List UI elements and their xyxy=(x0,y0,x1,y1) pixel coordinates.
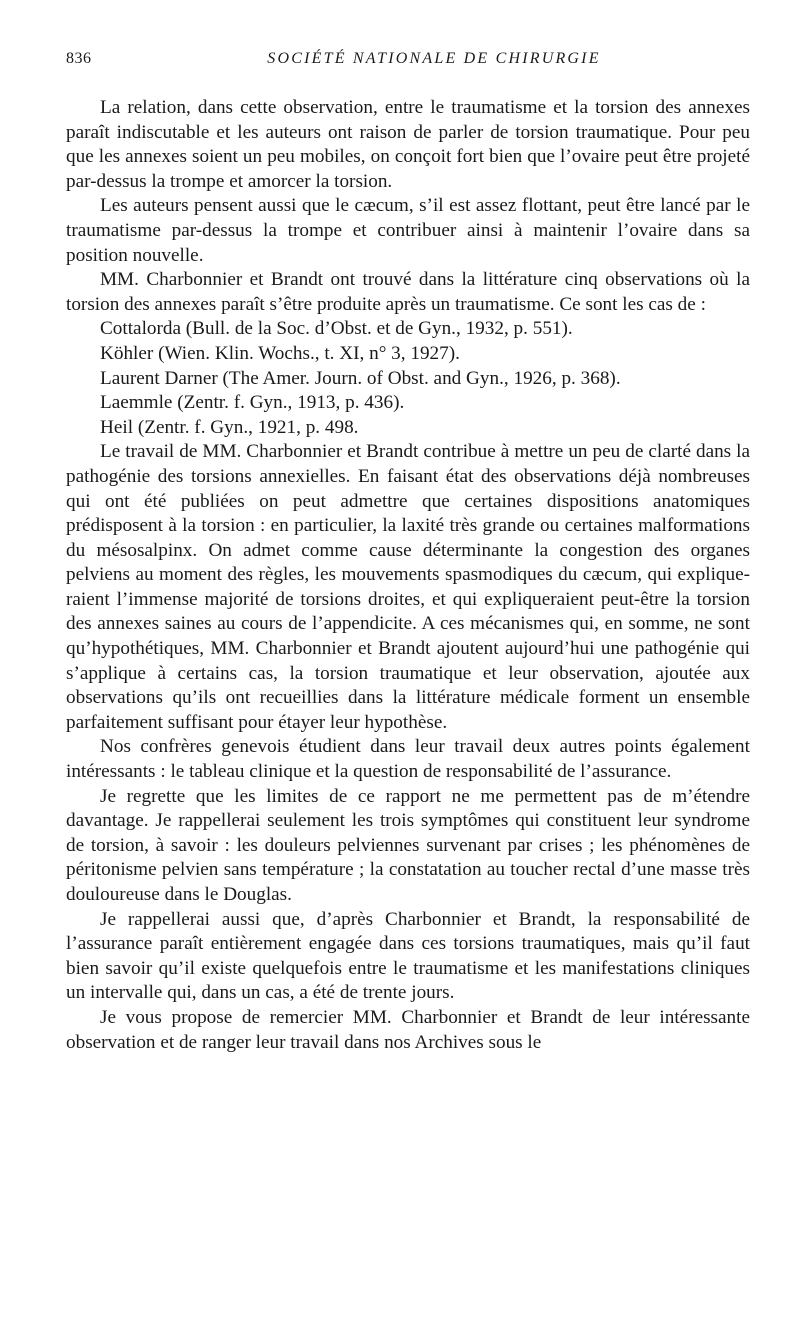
reference-item: Cottalorda (Bull. de la Soc. d’Obst. et de Gyn., 1932, p. 551). xyxy=(100,318,573,340)
paragraph: Je rappellerai aussi que, d’après Charbonnier et Brandt, la responsabilité de l’assurance paraît entièrement engagée dans ces torsions traumatiques, mais qu’il faut bien savoir qu’il existe quelquefois entre le traumatisme et les manifestations cliniques un intervalle qui, dans un cas, a été de trente jours. xyxy=(66,908,750,1004)
reference-item: Köhler (Wien. Klin. Wochs., t. XI, n° 3, 1927). xyxy=(100,342,460,364)
reference-item: Laurent Darner (The Amer. Journ. of Obst. and Gyn., 1926, p. 368). xyxy=(100,367,621,389)
page-header xyxy=(66,50,752,76)
paragraph: La relation, dans cette observation, entre le traumatisme et la torsion des annexes paraît indiscutable et les auteurs ont raison de parler de torsion traumatique. Pour peu que les annexes soient un peu mobiles, on conçoit fort bien que l’ovaire peut être projeté par-dessus la trompe et amorcer la torsion. xyxy=(66,97,750,192)
body-text xyxy=(66,96,750,1055)
paragraph: MM. Charbonnier et Brandt ont trouvé dans la littérature cinq observations où la torsion des annexes paraît s’être produite après un traumatisme. Ce sont les cas de : xyxy=(66,269,750,315)
paragraph: Le travail de MM. Charbonnier et Brandt contribue à mettre un peu de clarté dans la pathogénie des torsions annexielles. En faisant état des observations déjà nombreuses qui ont été publiées on peut admettre que certaines dispositions anatomiques prédisposent à la torsion : en particulier, la laxité très grande ou certaines malformations du mésosalpinx. On admet comme cause déterminante la congestion des organes pelviens au moment des règles, les mouvements spasmodiques du cæcum, qui expliqueraient l’immense majorité de torsions droites, et qui expliqueraient peut-être la torsion des annexes saines au cours de l’appendicite. A ces mécanismes qui, en somme, ne sont qu’hypothétiques, MM. Charbonnier et Brandt ajoutent aujourd’hui une pathogénie qui s’applique à certains cas, la torsion traumatique et leur observation, ajoutée aux observations qu’ils ont recueillies dans la littérature médicale forment un ensemble parfaitement suffisant pour étayer leur hypothèse. xyxy=(66,441,750,733)
paragraph: Je regrette que les limites de ce rapport ne me permettent pas de m’étendre davantage. Je rappellerai seulement les trois symptômes qui constituent leur syndrome de torsion, à savoir : les douleurs pelviennes survenant par crises ; les phénomènes de péritonisme pelvien sans température ; la constatation au toucher rectal d’une masse très douloureuse dans le Douglas. xyxy=(66,785,750,905)
paragraph: Les auteurs pensent aussi que le cæcum, s’il est assez flottant, peut être lancé par le traumatisme par-dessus la trompe et contribuer ainsi à maintenir l’ovaire dans sa position nouvelle. xyxy=(66,195,750,266)
running-head: SOCIÉTÉ NATIONALE DE CHIRURGIE xyxy=(267,50,601,67)
paragraph: Nos confrères genevois étudient dans leur travail deux autres points également intéressants : le tableau clinique et la question de responsabilité de l’assurance. xyxy=(66,736,750,783)
page-number: 836 xyxy=(66,50,92,67)
reference-item: Heil (Zentr. f. Gyn., 1921, p. 498. xyxy=(100,416,359,438)
paragraph: Je vous propose de remercier MM. Charbonnier et Brandt de leur intéressante observation et de ranger leur travail dans nos Archives sous le xyxy=(66,1006,750,1053)
reference-item: Laemmle (Zentr. f. Gyn., 1913, p. 436). xyxy=(100,392,405,414)
